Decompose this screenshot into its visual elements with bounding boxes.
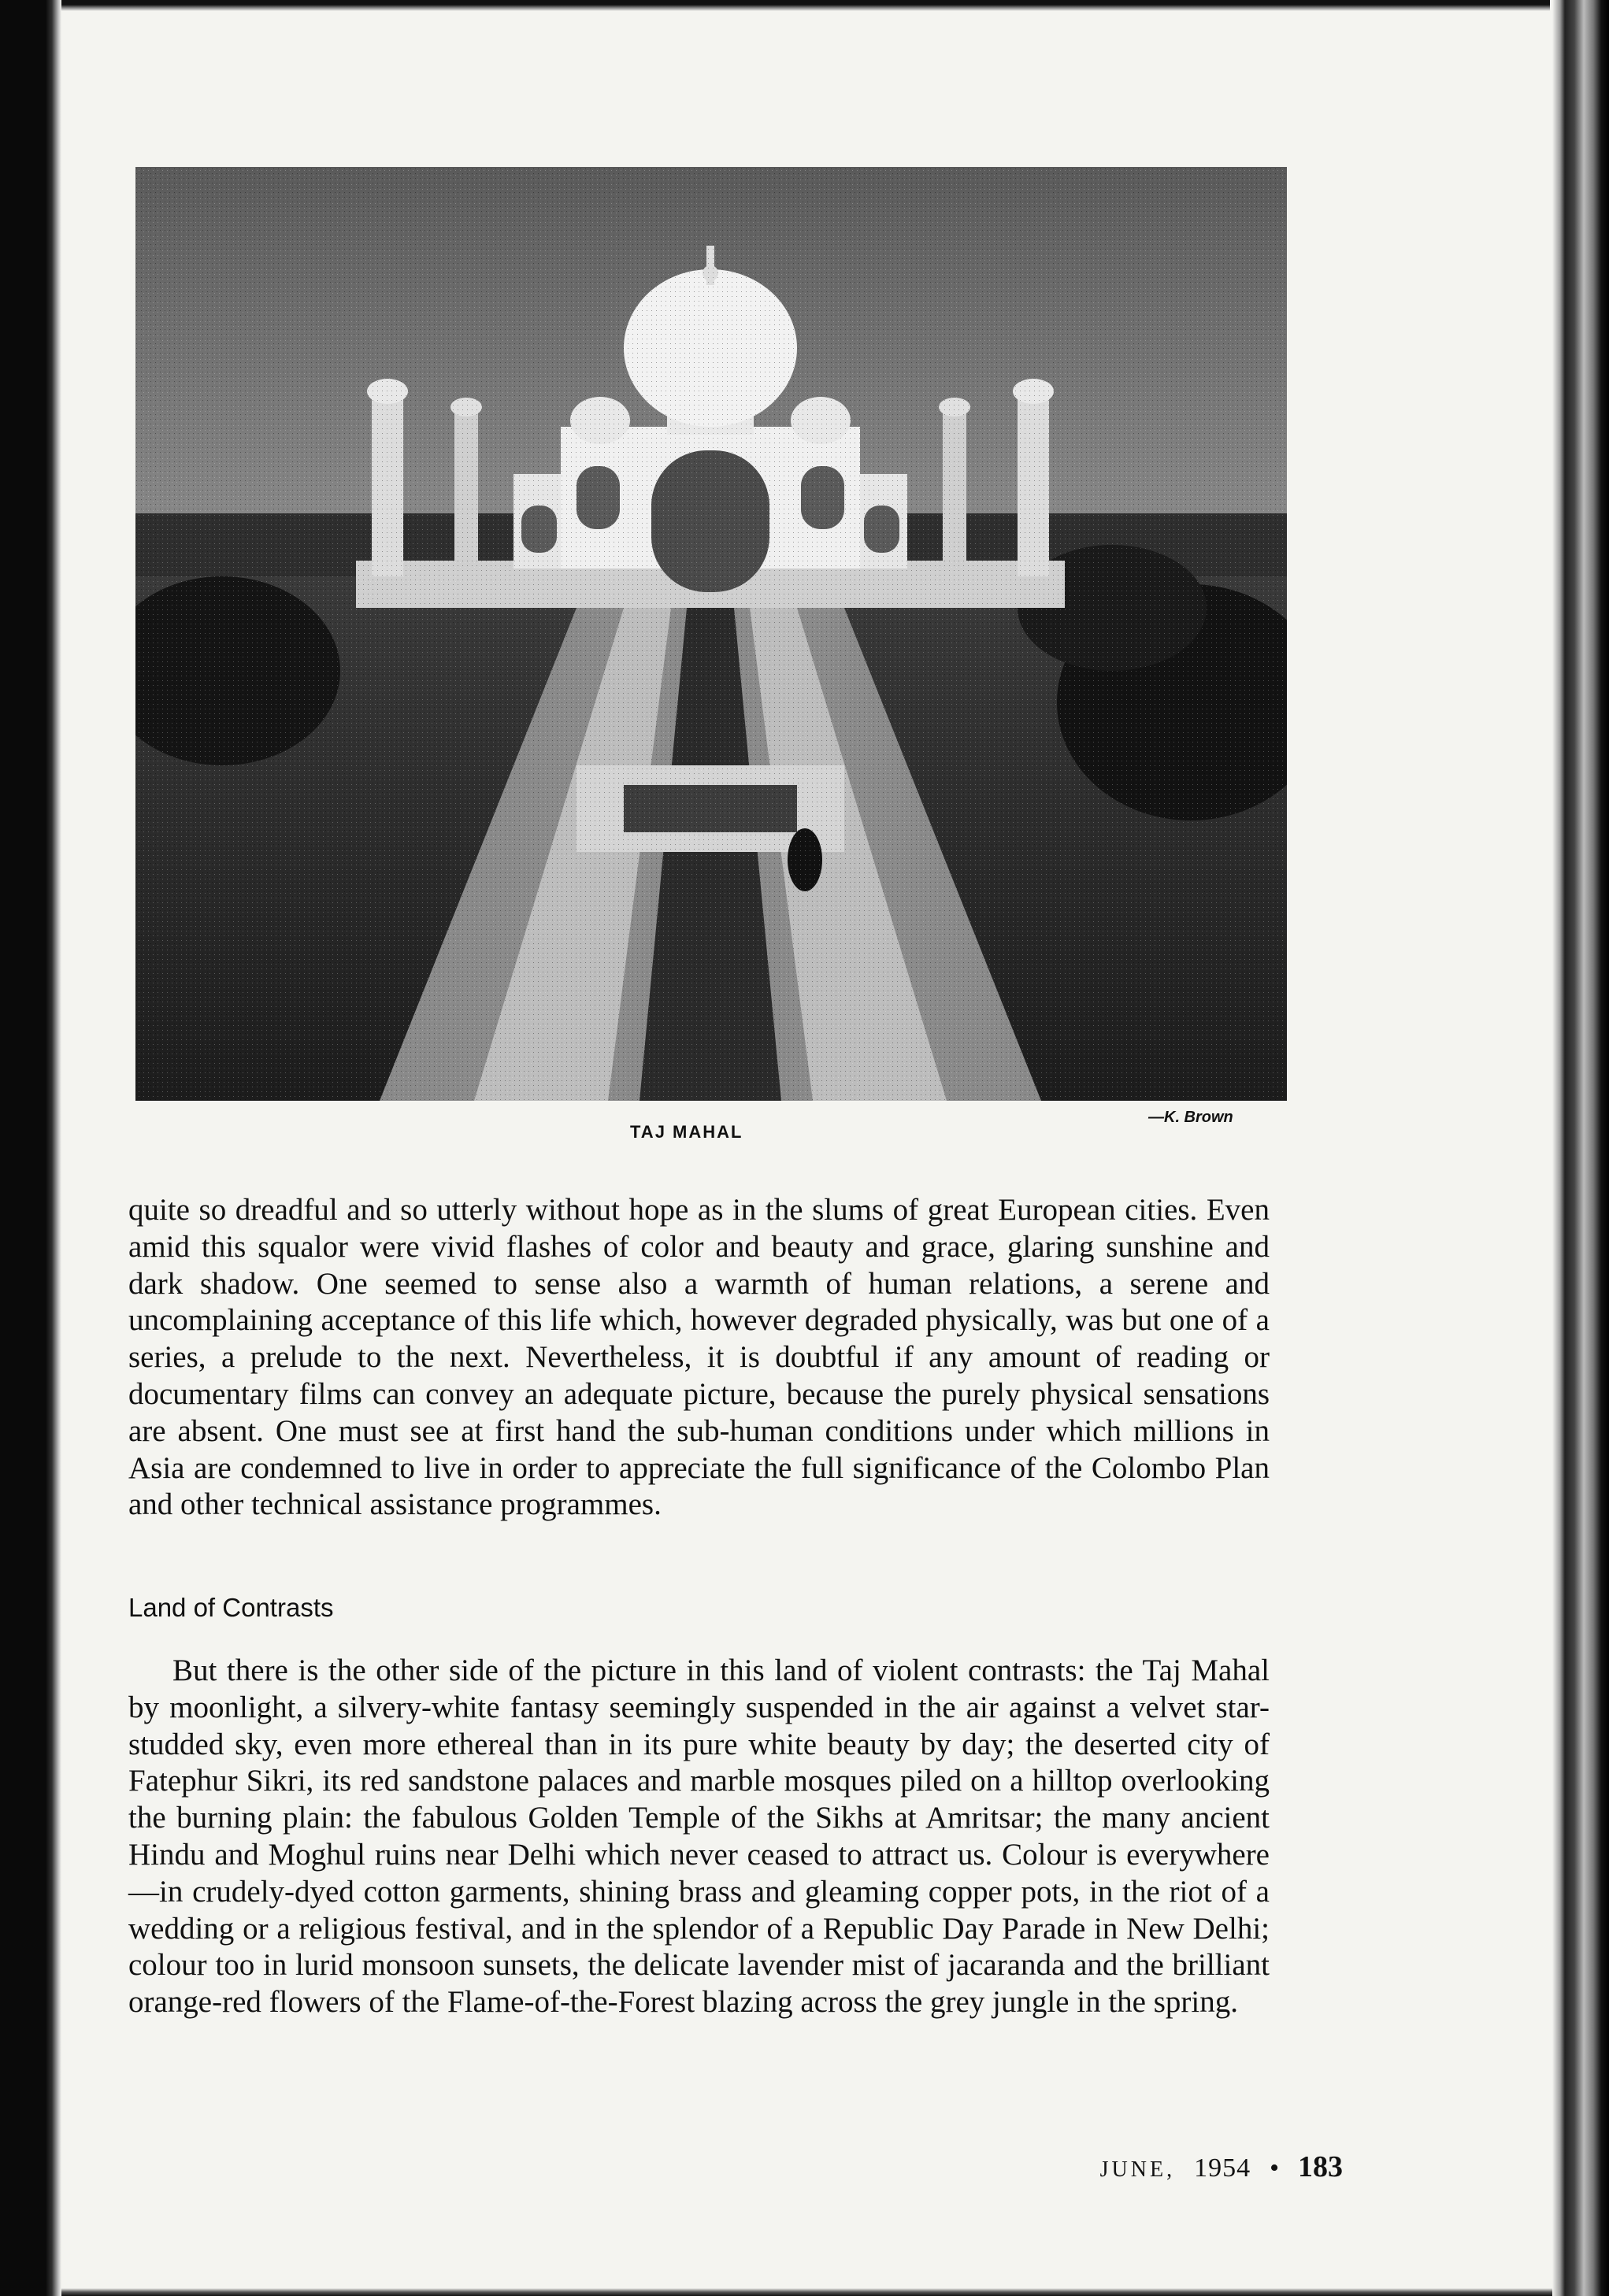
scan-edge-left [0,0,61,2296]
section-heading: Land of Contrasts [128,1593,334,1623]
footer-separator: • [1270,2153,1279,2183]
photo-caption: TAJ MAHAL [630,1122,743,1142]
page-number: 183 [1298,2150,1343,2183]
scan-edge-bottom [61,2288,1552,2296]
footer-month: JUNE, [1099,2157,1176,2182]
scan-edge-top [61,0,1550,11]
taj-mahal-illustration [135,167,1287,1101]
scan-edge-right [1552,0,1609,2296]
taj-mahal-photo [135,167,1287,1101]
article-paragraph-2: But there is the other side of the picture in this land of violent contrasts: the Taj Mahal by moonlight, a silvery-white fantasy seemingly suspended in the air against a velvet star-studded sky, even more ethereal than in its pure white beauty by day; the deserted city of Fatephur Sikri, its red sandstone palaces and marble mosques piled on a hilltop overlooking the burning plain: the fabulous Golden Temple of the Sikhs at Amritsar; the many ancient Hindu and Moghul ruins near Delhi which never ceased to attract us. Colour is everywhere—in crudely-dyed cotton garments, shining brass and gleaming copper pots, in the riot of a wedding or a religious festival, and in the splendor of a Republic Day Parade in New Delhi; colour too in lurid monsoon sunsets, the delicate lavender mist of jacaranda and the brilliant orange-red flowers of the Flame-of-the-Forest blazing across the grey jungle in the spring. [128,1653,1270,2020]
footer-year: 1954 [1194,2153,1251,2183]
article-paragraph-1: quite so dreadful and so utterly without hope as in the slums of great European cities. Even amid this squalor were vivid flashes of color and beauty and grace, glaring sunshine and dark shadow. One seemed to sense also a warmth of human relations, a serene and uncomplaining acceptance of this life which, however degraded physically, was but one of a series, a prelude to the next. Nevertheless, it is doubtful if any amount of reading or documentary films can convey an adequate picture, because the purely physical sensations are absent. One must see at first hand the sub-human conditions under which millions in Asia are condemned to live in order to appreciate the full significance of the Colombo Plan and other technical assistance programmes. [128,1193,1270,1522]
photo-credit: —K. Brown [1148,1109,1233,1126]
page-footer [1100,2150,1343,2184]
